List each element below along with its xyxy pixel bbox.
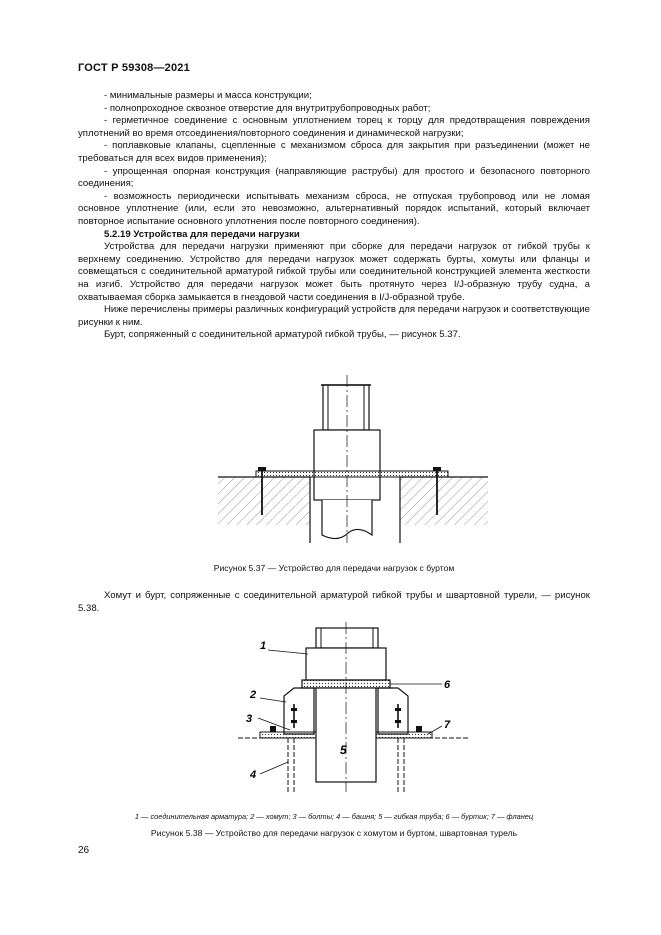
paragraph: Бурт, сопряженный с соединительной арматурой гибкой трубы, — рисунок 5.37. (104, 329, 461, 341)
bullet-item: - герметичное соединение с основным уплотнением торец к торцу для предотвращения повреждения уплотнений во время отсоединения/повторного соединения и динамической нагрузки; (78, 115, 590, 139)
paragraph: Устройства для передачи нагрузки применяют при сборке для передачи нагрузок от гибкой трубы к верхнему соединению. Устройство для передачи нагрузок может содержать бурты, хомуты или фланцы и совмещаться с соединительной арматурой гибкой трубы или соединительной конструкцией элемента жесткости на изгиб. Устройство для передачи нагрузок может быть протянуто через I/J-образную трубу судна, а охватываемая сборка замыкается в гнездовой части соединения в I/J-образной трубе. (78, 241, 590, 303)
bullet-item: - минимальные размеры и масса конструкции; (104, 90, 312, 101)
figure-5-38-caption: Рисунок 5.38 — Устройство для передачи нагрузок с хомутом и буртом, швартовная турель (150, 828, 518, 838)
bullet-item: - упрощенная опорная конструкция (направляющие раструбы) для простого и безопасного повторного соединения; (78, 165, 590, 190)
bullet-item: - полнопроходное сквозное отверстие для внутритрубопроводных работ; (104, 102, 431, 114)
figure-5-38-legend: 1 — соединительная арматура; 2 — хомут; 3 — болты; 4 — башня; 5 — гибкая труба; 6 — буртик; 7 — фланец (134, 812, 534, 821)
figure-5-38-drawing (228, 622, 478, 792)
document-header: ГОСТ Р 59308—2021 (78, 62, 190, 74)
paragraph: Хомут и бурт, сопряженные с соединительной арматурой гибкой трубы и швартовной турели, — рисунок 5.38. (78, 590, 590, 614)
paragraph-figure-5-38-ref (78, 590, 590, 615)
callout-label: 6 (444, 679, 451, 691)
callout-label: 7 (444, 719, 451, 731)
paragraph: Ниже перечислены примеры различных конфигураций устройств для передачи нагрузок и соответствующие рисунки к ним. (78, 304, 590, 328)
callout-label: 4 (250, 769, 257, 781)
figure-5-37 (218, 375, 488, 543)
figure-5-37-caption: Рисунок 5.37 — Устройство для передачи нагрузок с буртом (213, 563, 455, 573)
body-text (78, 90, 590, 342)
bullet-item: - поплавковые клапаны, сцепленные с механизмом сброса для закрытия при разъединении (может не требоваться для всех видов применения); (78, 140, 590, 164)
page-number: 26 (78, 845, 90, 856)
section-heading: 5.2.19 Устройства для передачи нагрузки (104, 228, 300, 240)
figure-5-37-drawing (218, 375, 488, 543)
figure-5-38 (228, 622, 478, 792)
callout-label: 1 (260, 640, 267, 652)
callout-label: 3 (246, 713, 253, 725)
bullet-item: - возможность периодически испытывать механизм сброса, не отпуская трубопровод или не ломая основное уплотнение (или, если это невозможно, альтернативный порядок испытаний, который включает повторное испытание основного уплотнения после повторного соединения). (78, 190, 590, 227)
callout-label: 5 (340, 743, 347, 757)
callout-label: 2 (250, 689, 257, 701)
